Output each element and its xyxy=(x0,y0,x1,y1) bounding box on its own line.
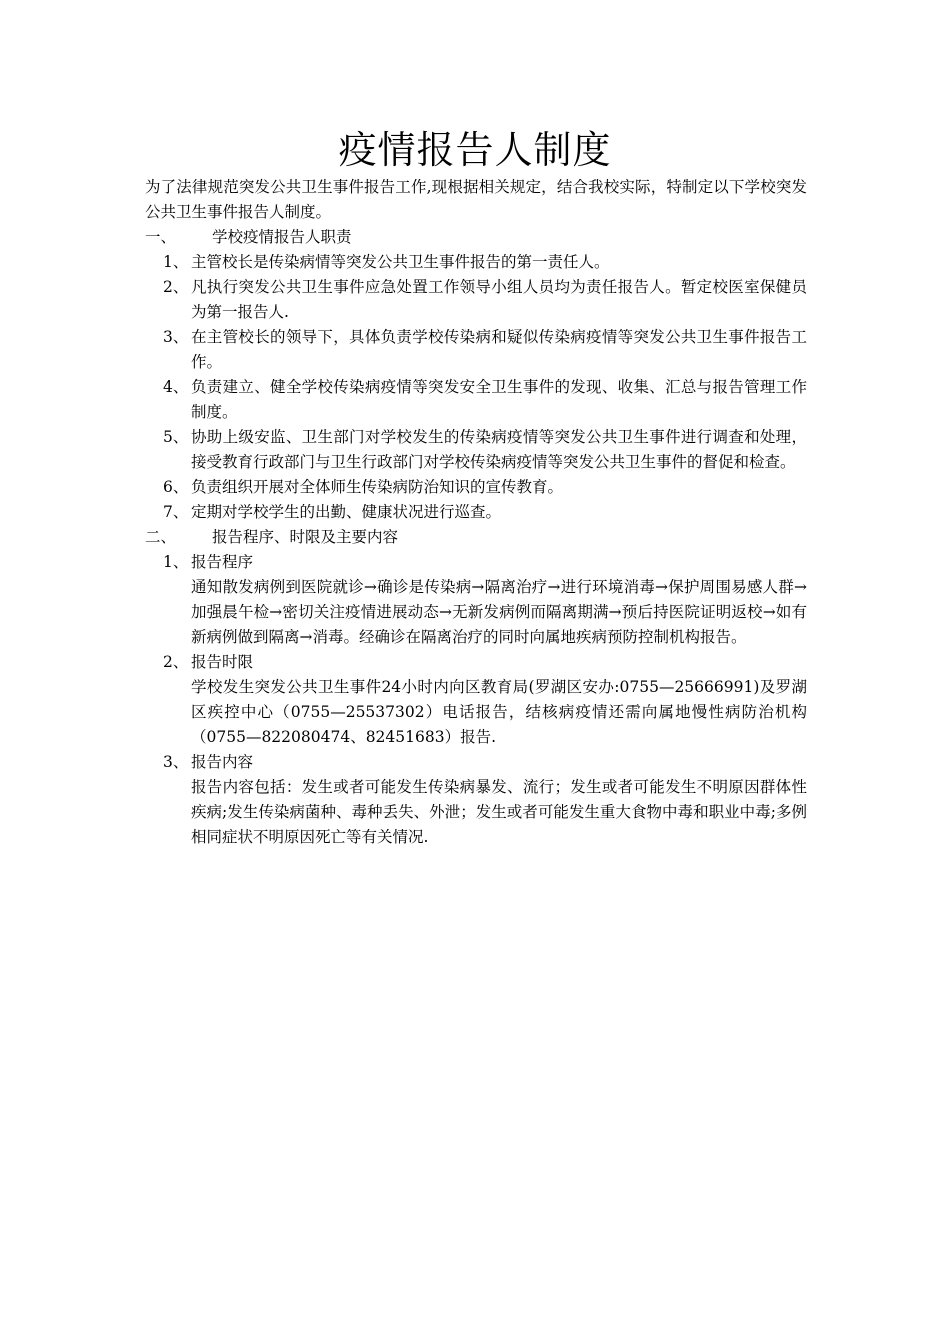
list-item xyxy=(145,275,807,325)
subsection-heading xyxy=(145,650,807,675)
list-item xyxy=(145,250,807,275)
section-heading xyxy=(145,225,807,250)
item-text: 负责组织开展对全体师生传染病防治知识的宣传教育。 xyxy=(191,478,564,496)
section-number: 二、 xyxy=(145,528,177,546)
list-item xyxy=(145,500,807,525)
subsection-body: 报告内容包括：发生或者可能发生传染病暴发、流行；发生或者可能发生不明原因群体性疾病;发生传染病菌种、毒种丢失、外泄；发生或者可能发生重大食物中毒和职业中毒;多例相同症状不明原因死亡等有关情况. xyxy=(191,778,807,846)
subsection-body: 通知散发病例到医院就诊→确诊是传染病→隔离治疗→进行环境消毒→保护周围易感人群→加强晨午检→密切关注疫情进展动态→无新发病例而隔离期满→预后持医院证明返校→如有新病例做到隔离→消毒。经确诊在隔离治疗的同时向属地疾病预防控制机构报告。 xyxy=(191,578,807,646)
item-text: 主管校长是传染病情等突发公共卫生事件报告的第一责任人。 xyxy=(191,253,610,271)
item-number: 7、 xyxy=(163,503,189,521)
section-heading xyxy=(145,525,807,550)
document-body xyxy=(145,175,807,850)
section-title: 学校疫情报告人职责 xyxy=(212,228,352,246)
item-text: 协助上级安监、卫生部门对学校发生的传染病疫情等突发公共卫生事件进行调查和处理，接受教育行政部门与卫生行政部门对学校传染病疫情等突发公共卫生事件的督促和检查。 xyxy=(191,428,807,471)
item-number: 2、 xyxy=(163,278,189,296)
subsection-title: 报告内容 xyxy=(191,753,254,771)
subsection-title: 报告时限 xyxy=(191,653,254,671)
subsection-number: 3、 xyxy=(163,753,189,771)
subsection-heading xyxy=(145,550,807,575)
list-item xyxy=(145,425,807,475)
subsection-title: 报告程序 xyxy=(191,553,254,571)
section-number: 一、 xyxy=(145,228,177,246)
item-text: 在主管校长的领导下，具体负责学校传染病和疑似传染病疫情等突发公共卫生事件报告工作。 xyxy=(191,328,807,371)
item-number: 1、 xyxy=(163,253,189,271)
list-item xyxy=(145,375,807,425)
list-item xyxy=(145,325,807,375)
document-title: 疫情报告人制度 xyxy=(338,128,612,172)
intro-paragraph: 为了法律规范突发公共卫生事件报告工作,现根据相关规定，结合我校实际，特制定以下学校突发公共卫生事件报告人制度。 xyxy=(145,178,807,221)
item-number: 6、 xyxy=(163,478,189,496)
item-text: 定期对学校学生的出勤、健康状况进行巡查。 xyxy=(191,503,502,521)
item-text: 凡执行突发公共卫生事件应急处置工作领导小组人员均为责任报告人。暂定校医室保健员为第一报告人. xyxy=(191,278,807,321)
subsection-number: 1、 xyxy=(163,553,189,571)
list-item xyxy=(145,475,807,500)
item-number: 3、 xyxy=(163,328,189,346)
subsection-number: 2、 xyxy=(163,653,189,671)
subsection-heading xyxy=(145,750,807,775)
item-text: 负责建立、健全学校传染病疫情等突发安全卫生事件的发现、收集、汇总与报告管理工作制度。 xyxy=(191,378,807,421)
section-title: 报告程序、时限及主要内容 xyxy=(212,528,399,546)
item-number: 4、 xyxy=(163,378,189,396)
subsection-body: 学校发生突发公共卫生事件24小时内向区教育局(罗湖区安办:0755—25666991)及罗湖区疾控中心（0755—25537302）电话报告，结核病疫情还需向属地慢性病防治机构（0755—822080474、82451683）报告. xyxy=(191,678,807,746)
item-number: 5、 xyxy=(163,428,189,446)
